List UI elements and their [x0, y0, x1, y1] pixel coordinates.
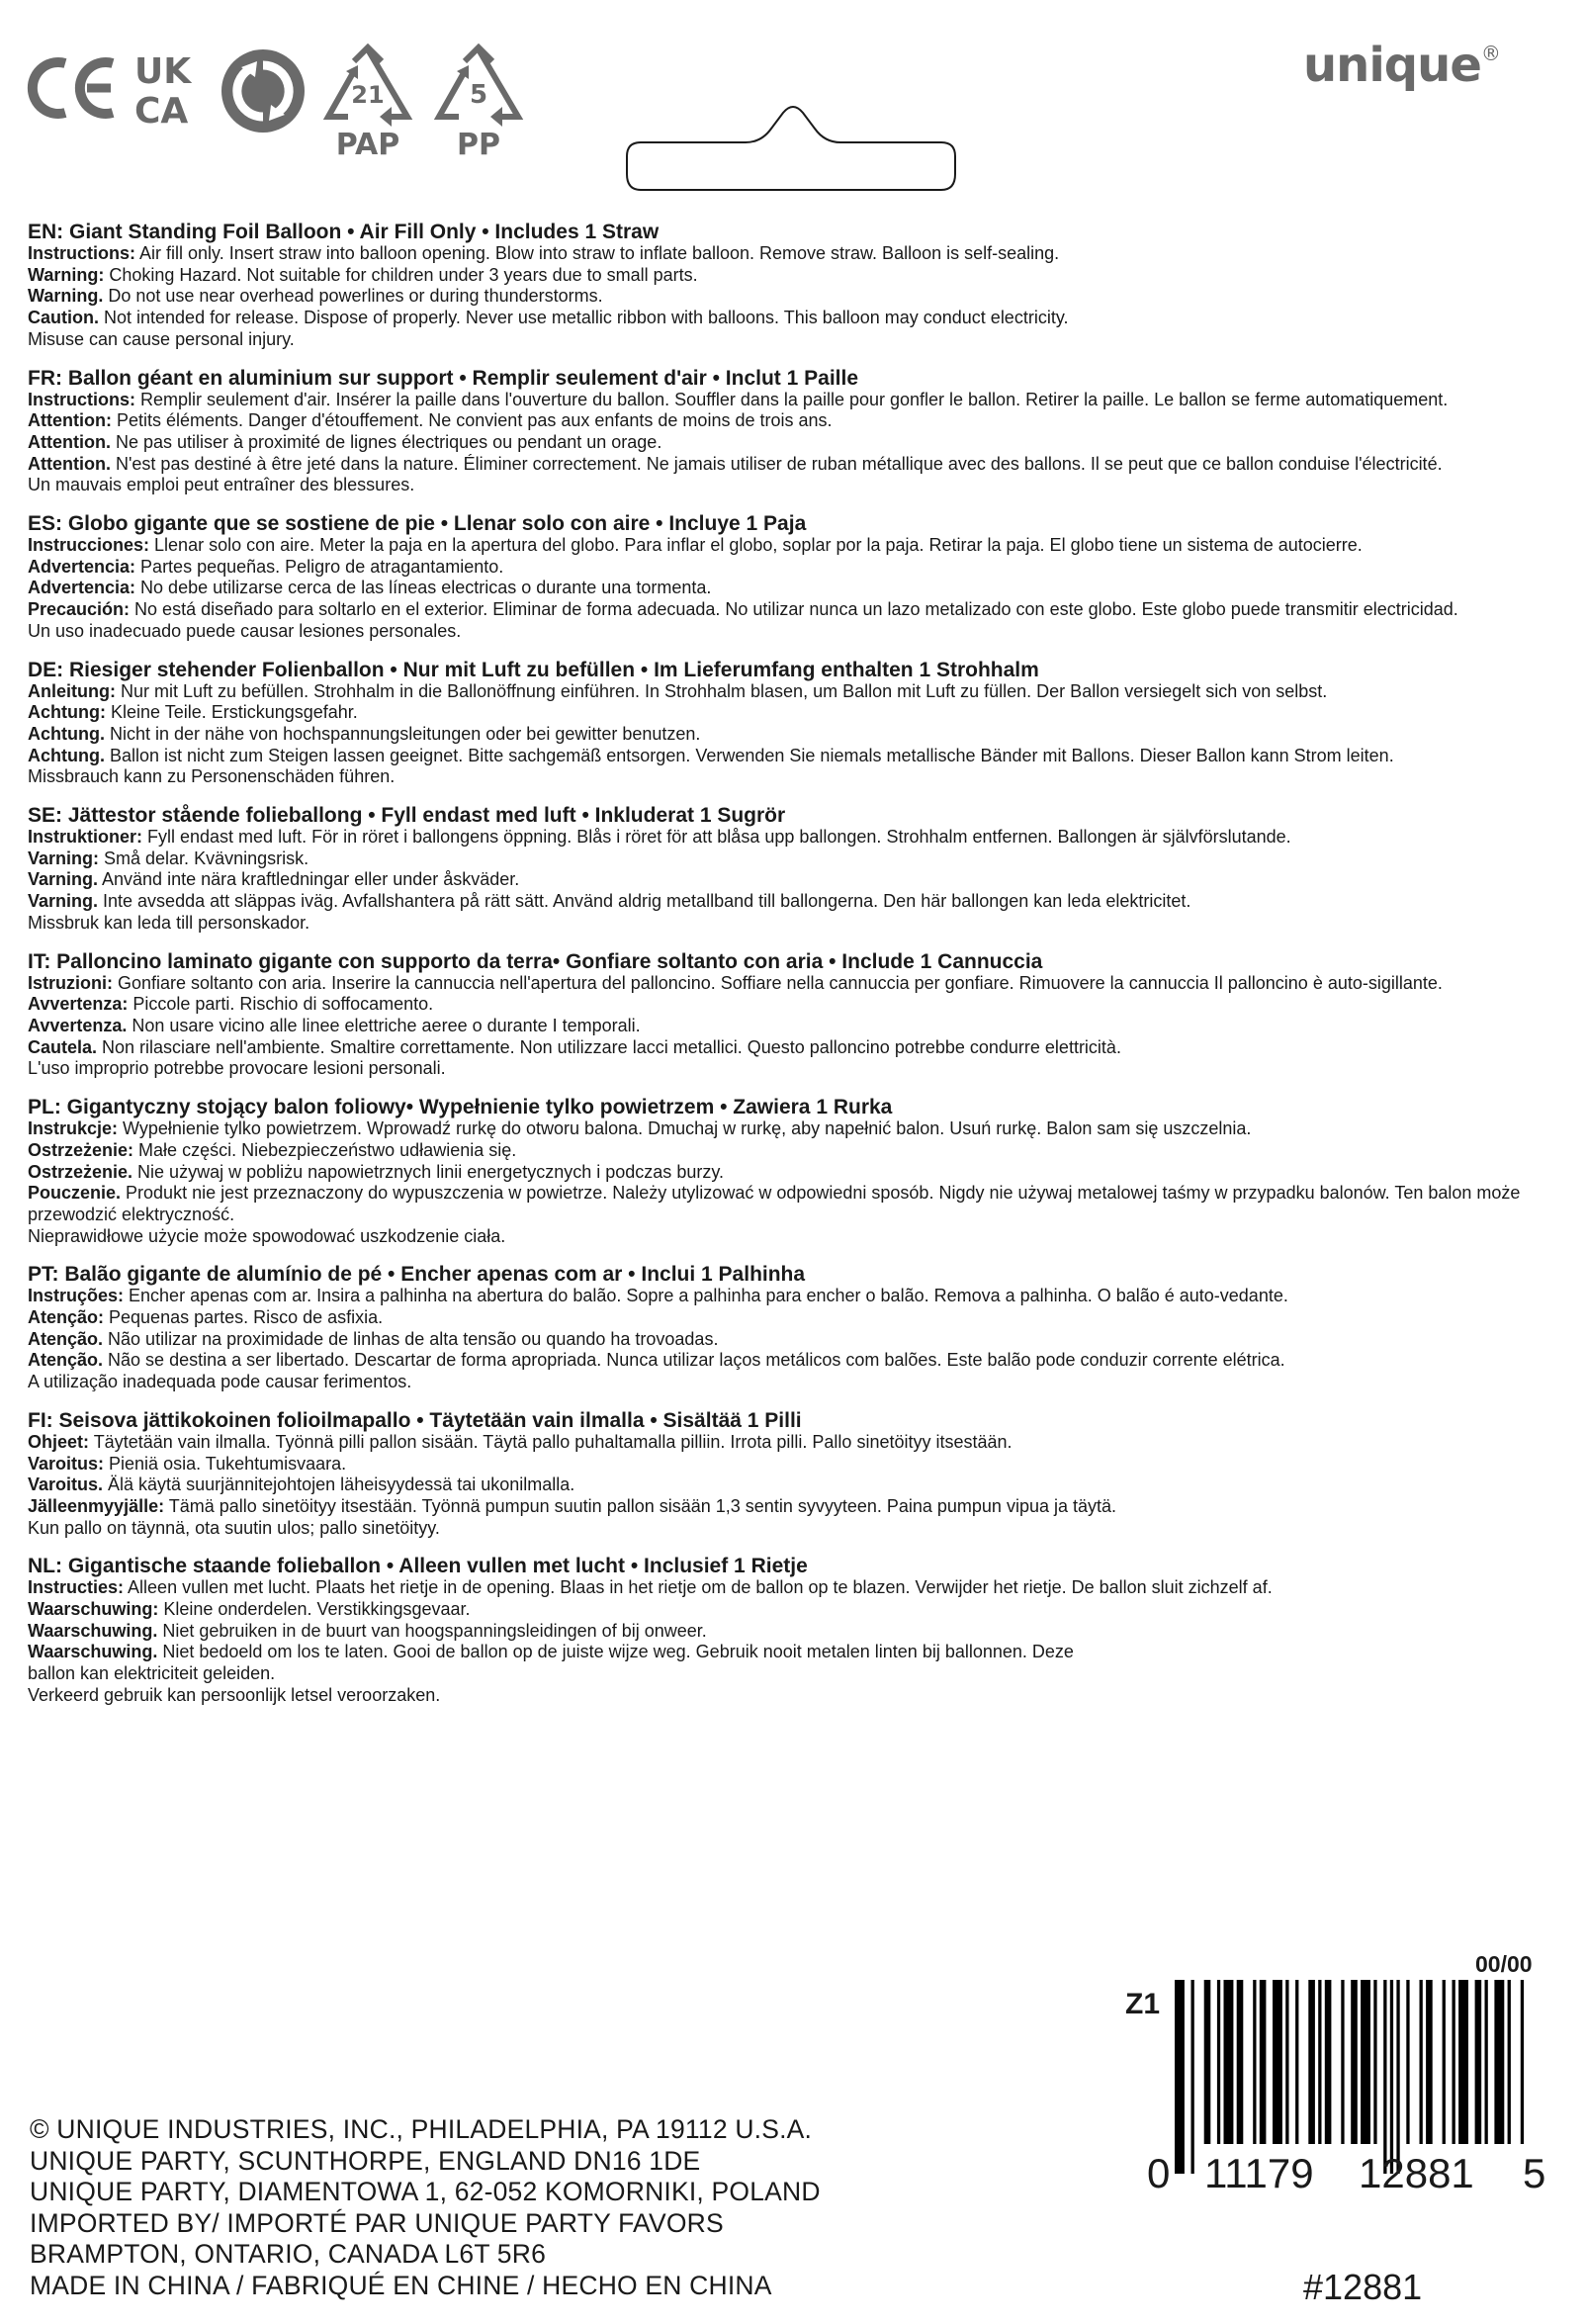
instruction-label: Instructies:	[28, 1577, 125, 1598]
instruction-label: Warning.	[28, 286, 104, 307]
instruction-text: N'est pas destiné à être jeté dans la nature. Éliminer correctement. Ne jamais utiliser de ruban métallique avec des ballons. Il se peut que ce ballon conduise l'électricité.	[110, 453, 1443, 474]
instruction-text: Fyll endast med luft. För in röret i ballongens öppning. Blås i röret för att blåsa upp ballongen. Strohhalm entfernen. Ballongen är självförslutande.	[142, 827, 1291, 848]
instruction-label: Varning:	[28, 848, 100, 868]
instruction-line	[28, 1496, 1558, 1518]
footer-line: UNIQUE PARTY, SCUNTHORPE, ENGLAND DN16 1DE	[30, 2145, 701, 2176]
instruction-label: Avvertenza:	[28, 994, 129, 1015]
instruction-line	[28, 1058, 1558, 1080]
instruction-text: No debe utilizarse cerca de las líneas electricas o durante una tormenta.	[135, 578, 712, 598]
instruction-line	[28, 535, 1558, 557]
instruction-label: Waarschuwing:	[28, 1599, 159, 1620]
section-it	[28, 951, 1558, 1081]
recycle-pp-number: 5	[469, 80, 488, 110]
instruction-line	[28, 410, 1558, 432]
instruction-label: Varning.	[28, 869, 99, 890]
section-title: FR: Ballon géant en aluminium sur support • Remplir seulement d'air • Inclut 1 Paille	[28, 366, 859, 390]
barcode-bar	[1453, 1980, 1455, 2144]
instruction-line	[28, 308, 1558, 329]
section-title: DE: Riesiger stehender Folienballon • Nur mit Luft zu befüllen • Im Lieferumfang enthalten 1 Strohhalm	[28, 658, 1039, 681]
barcode-bar	[1204, 1980, 1211, 2144]
instruction-text: Pequenas partes. Risco de asfixia.	[104, 1307, 384, 1328]
instruction-text: Nur mit Luft zu befüllen. Strohhalm in die Ballonöffnung einführen. In Strohhalm blasen, um Ballon mit Luft zu füllen. Der Ballon versiegelt sich von selbst.	[115, 680, 1328, 701]
instruction-line	[28, 1599, 1558, 1621]
barcode-digit-left-group: 11179	[1204, 2150, 1314, 2196]
section-title: FI: Seisova jättikokoinen folioilmapallo • Täytetään vain ilmalla • Sisältää 1 Pilli	[28, 1408, 802, 1432]
barcode-digit-first: 0	[1147, 2150, 1171, 2196]
instruction-line	[28, 1621, 1558, 1643]
instruction-line	[28, 869, 1558, 891]
instruction-line	[28, 1475, 1558, 1496]
instruction-label: Cautela.	[28, 1036, 98, 1057]
instruction-line	[28, 1350, 1558, 1372]
instruction-label: Attention:	[28, 410, 112, 431]
instruction-text: Niet bedoeld om los te laten. Gooi de ballon op de juiste wijze weg. Gebruik nooit metalen linten bij ballonnen. Deze ballon kan elektriciteit geleiden.	[28, 1642, 1074, 1684]
recycle-paper-code: PAP	[335, 128, 400, 160]
section-title: ES: Globo gigante que se sostiene de pie • Llenar solo con aire • Incluye 1 Paja	[28, 512, 807, 536]
instruction-text: Małe części. Niebezpieczeństwo udławienia się.	[133, 1139, 517, 1160]
instruction-label: Ostrzeżenie:	[28, 1139, 134, 1160]
instruction-line	[28, 1162, 1558, 1184]
instruction-line	[28, 286, 1558, 308]
barcode-bar	[1458, 1980, 1468, 2144]
brand-logo	[1303, 38, 1500, 93]
ukca-line1: UK	[134, 51, 192, 92]
instruction-label: Instruktioner:	[28, 827, 143, 848]
barcode-bar	[1175, 1980, 1185, 2174]
instruction-label: Atenção.	[28, 1328, 104, 1349]
instruction-line	[28, 1577, 1558, 1599]
instruction-text: Ne pas utiliser à proximité de lignes électriques ou pendant un orage.	[110, 431, 662, 452]
instruction-line	[28, 329, 1558, 351]
recycle-paper-mark	[318, 44, 417, 160]
instruction-text: Wypełnienie tylko powietrzem. Wprowadź rurkę do otworu balona. Dmuchaj w rurkę, aby napełnić balon. Usuń rurkę. Balon sam się uszczelnia.	[118, 1118, 1252, 1139]
section-es	[28, 513, 1558, 643]
instruction-line	[28, 702, 1558, 724]
section-title: SE: Jättestor stående folieballong • Fyll endast med luft • Inkluderat 1 Sugrör	[28, 804, 786, 828]
instruction-label: Istruzioni:	[28, 972, 113, 993]
instruction-text: Do not use near overhead powerlines or during thunderstorms.	[103, 286, 603, 307]
instruction-text: Gonfiare soltanto con aria. Inserire la cannuccia nell'apertura del palloncino. Soffiare nella cannuccia per gonfiare. Rimuovere la cannuccia Il palloncino è auto-sigillante.	[113, 972, 1443, 993]
barcode-bar	[1373, 1980, 1376, 2144]
footer-line: BRAMPTON, ONTARIO, CANADA L6T 5R6	[30, 2239, 547, 2269]
green-dot-mark	[220, 47, 307, 134]
instruction-line	[28, 1183, 1558, 1225]
instruction-text: Choking Hazard. Not suitable for children under 3 years due to small parts.	[104, 264, 698, 285]
instruction-label: Pouczenie.	[28, 1183, 122, 1204]
instruction-line	[28, 557, 1558, 579]
instruction-line	[28, 1372, 1558, 1393]
instruction-line	[28, 1140, 1558, 1162]
instruction-label: Instruções:	[28, 1286, 125, 1306]
instruction-label: Varning.	[28, 891, 99, 912]
instruction-label: Waarschuwing.	[28, 1642, 158, 1662]
instruction-text: Partes pequeñas. Peligro de atragantamiento.	[135, 556, 504, 577]
instruction-line	[28, 681, 1558, 703]
instruction-line	[28, 1454, 1558, 1475]
section-title: IT: Palloncino laminato gigante con supporto da terra• Gonfiare soltanto con aria • Include 1 Cannuccia	[28, 949, 1043, 973]
instruction-line	[28, 1518, 1558, 1540]
instruction-line	[28, 1307, 1558, 1329]
instruction-text: Täytetään vain ilmalla. Työnnä pilli pallon sisään. Täytä pallo puhaltamalla pilliin. Irrota pilli. Pallo sinetöityy itsestään.	[89, 1431, 1013, 1452]
barcode-date-code: 00/00	[1475, 1951, 1533, 1977]
barcode-bar	[1217, 1980, 1220, 2144]
barcode-bar	[1260, 1980, 1267, 2144]
instruction-text: Llenar solo con aire. Meter la paja en la apertura del globo. Para inflar el globo, soplar por la paja. Retirar la paja. El globo tiene un sistema de autocierre.	[149, 535, 1363, 556]
ukca-line2: CA	[134, 91, 189, 127]
instruction-line	[28, 1685, 1558, 1707]
instruction-text: Produkt nie jest przeznaczony do wypuszczenia w powietrze. Należy utylizować w odpowiedni sposób. Nigdy nie używaj metalowej taśmy w przypadku balonów. Ten balon może przewodzić elektryczność.	[28, 1183, 1521, 1224]
instruction-text: Alleen vullen met lucht. Plaats het rietje in de opening. Blaas in het rietje om de ballon op te blazen. Verwijder het rietje. De ballon sluit zichzelf af.	[124, 1577, 1273, 1598]
instruction-text: Piccole parti. Rischio di soffocamento.	[128, 994, 434, 1015]
instruction-line	[28, 243, 1558, 265]
barcode-bar	[1361, 1980, 1370, 2144]
company-footer	[30, 2114, 821, 2301]
instruction-label: Varoitus.	[28, 1475, 104, 1495]
footer-line: MADE IN CHINA / FABRIQUÉ EN CHINE / HECHO EN CHINA	[30, 2270, 772, 2300]
instruction-label: Caution.	[28, 308, 99, 328]
instruction-line	[28, 621, 1558, 643]
instruction-label: Varoitus:	[28, 1453, 105, 1474]
instruction-text: Älä käytä suurjännitejohtojen läheisyydessä tai ukonilmalla.	[103, 1475, 575, 1495]
footer-line: UNIQUE PARTY, DIAMENTOWA 1, 62-052 KOMORNIKI, POLAND	[30, 2177, 821, 2206]
barcode-bar	[1273, 1980, 1282, 2144]
instruction-label: Atenção:	[28, 1307, 105, 1328]
instruction-text: Pieniä osia. Tukehtumisvaara.	[104, 1453, 347, 1474]
instruction-text: L'uso improprio potrebbe provocare lesioni personali.	[28, 1058, 446, 1079]
instruction-text: Não utilizar na proximidade de linhas de alta tensão ou quando ha trovoadas.	[103, 1328, 719, 1349]
instruction-line	[28, 265, 1558, 287]
barcode-bar	[1383, 1980, 1386, 2174]
instruction-label: Avvertenza.	[28, 1015, 128, 1035]
instruction-text: No está diseñado para soltarlo en el exterior. Eliminar de forma adecuada. No utilizar nunca un lazo metalizado con este globo. Este globo puede transmitir electricidad.	[130, 599, 1458, 620]
barcode-bar	[1253, 1980, 1256, 2144]
instruction-text: Inte avsedda att släppas iväg. Avfallshantera på rätt sätt. Använd aldrig metallband till ballongerna. Den här ballongen kan leda elektricitet.	[98, 891, 1191, 912]
barcode-bar	[1224, 1980, 1234, 2144]
instruction-text: Niet gebruiken in de buurt van hoogspanningsleidingen of bij onweer.	[157, 1620, 707, 1641]
instruction-label: Anleitung:	[28, 680, 116, 701]
section-de	[28, 660, 1558, 789]
barcode-bar	[1285, 1980, 1288, 2144]
instruction-line	[28, 454, 1558, 476]
instruction-label: Warning:	[28, 264, 105, 285]
section-en	[28, 222, 1558, 351]
instruction-label: Precaución:	[28, 599, 131, 620]
section-nl	[28, 1556, 1558, 1706]
barcode-bar	[1406, 1980, 1409, 2144]
instruction-line	[28, 994, 1558, 1016]
instruction-text: Not intended for release. Dispose of properly. Never use metallic ribbon with balloons. This balloon may conduct electricity.	[99, 308, 1069, 328]
instruction-text: Non rilasciare nell'ambiente. Smaltire correttamente. Non utilizzare lacci metallici. Questo palloncino potrebbe condurre elettricità.	[97, 1036, 1121, 1057]
section-title: NL: Gigantische staande folieballon • Alleen vullen met lucht • Inclusief 1 Rietje	[28, 1555, 808, 1578]
instruction-line	[28, 1329, 1558, 1351]
instruction-label: Instructions:	[28, 389, 136, 409]
instruction-text: Tämä pallo sinetöityy itsestään. Työnnä pumpun suutin pallon sisään 1,3 sentin syvyyteen. Paina pumpun vipua ja täytä.	[164, 1495, 1117, 1516]
barcode-bar	[1494, 1980, 1504, 2144]
instruction-line	[28, 827, 1558, 849]
barcode-bar	[1308, 1980, 1315, 2144]
instruction-label: Instrucciones:	[28, 535, 150, 556]
instruction-text: Små delar. Kvävningsrisk.	[99, 848, 309, 868]
barcode-bar	[1426, 1980, 1433, 2144]
instruction-text: Remplir seulement d'air. Insérer la paille dans l'ouverture du ballon. Souffler dans la paille pour gonfler le ballon. Retirer la paille. Le ballon se ferme automatiquement.	[135, 389, 1449, 409]
recycle-paper-number: 21	[351, 81, 385, 109]
instruction-line	[28, 1286, 1558, 1307]
barcode-bar	[1485, 1980, 1488, 2144]
section-pt	[28, 1264, 1558, 1393]
instruction-line	[28, 1432, 1558, 1454]
barcode-digit-right-group: 12881	[1359, 2150, 1474, 2196]
registered-mark: ®	[1480, 42, 1500, 65]
barcode-bar	[1396, 1980, 1399, 2174]
instruction-label: Jälleenmyyjälle:	[28, 1495, 165, 1516]
instruction-line	[28, 891, 1558, 913]
barcode-bar	[1318, 1980, 1321, 2144]
barcode	[1171, 1980, 1541, 2178]
instruction-line	[28, 578, 1558, 599]
instruction-label: Advertencia:	[28, 578, 136, 598]
instruction-label: Attention.	[28, 453, 111, 474]
barcode-bar	[1508, 1980, 1511, 2144]
footer-line: © UNIQUE INDUSTRIES, INC., PHILADELPHIA, PA 19112 U.S.A.	[30, 2114, 813, 2144]
brand-logo-text: unique	[1303, 38, 1481, 93]
instruction-line	[28, 1226, 1558, 1248]
instruction-text: Kleine onderdelen. Verstikkingsgevaar.	[158, 1599, 471, 1620]
instruction-text: Nicht in der nähe von hochspannungsleitungen oder bei gewitter benutzen.	[105, 723, 701, 744]
hang-hole-outline	[615, 95, 973, 200]
instruction-text: Kun pallo on täynnä, ota suutin ulos; pallo sinetöityy.	[28, 1517, 440, 1538]
instruction-line	[28, 1118, 1558, 1140]
barcode-digits	[1147, 2150, 1546, 2196]
barcode-bar	[1341, 1980, 1344, 2144]
ce-mark	[26, 55, 123, 121]
instruction-label: Waarschuwing.	[28, 1620, 158, 1641]
instruction-label: Achtung:	[28, 702, 106, 723]
instruction-text: Ballon ist nicht zum Steigen lassen geeignet. Bitte sachgemäß entsorgen. Verwenden Sie niemals metallische Bänder mit Ballons. Dieser Ballon kann Strom leiten.	[105, 745, 1394, 765]
section-se	[28, 805, 1558, 935]
instruction-text: Non usare vicino alle linee elettriche aeree o durante I temporali.	[127, 1015, 641, 1035]
instruction-text: Missbrauch kann zu Personenschäden führen.	[28, 766, 396, 787]
recycle-pp-mark	[429, 44, 528, 160]
instruction-label: Ostrzeżenie.	[28, 1161, 133, 1182]
section-title: PT: Balão gigante de alumínio de pé • Encher apenas com ar • Inclui 1 Palhinha	[28, 1263, 806, 1287]
recycle-pp-code: PP	[457, 128, 500, 160]
barcode-bar	[1295, 1980, 1298, 2144]
instruction-line	[28, 599, 1558, 621]
section-pl	[28, 1097, 1558, 1247]
instruction-line	[28, 475, 1558, 496]
instruction-text: Missbruk kan leda till personskador.	[28, 912, 310, 933]
section-fr	[28, 368, 1558, 497]
instruction-text: Encher apenas com ar. Insira a palhinha na abertura do balão. Sopre a palhinha para encher o balão. Remova a palhinha. O balão é auto-vedante.	[124, 1286, 1288, 1306]
instruction-line	[28, 432, 1558, 454]
instruction-label: Achtung.	[28, 723, 105, 744]
footer-line: IMPORTED BY/ IMPORTÉ PAR UNIQUE PARTY FAVORS	[30, 2207, 724, 2238]
instruction-text: Verkeerd gebruik kan persoonlijk letsel veroorzaken.	[28, 1684, 441, 1705]
barcode-digit-check: 5	[1523, 2150, 1546, 2196]
instruction-text: Un mauvais emploi peut entraîner des blessures.	[28, 475, 415, 495]
barcode-bar	[1390, 1980, 1393, 2174]
ukca-mark	[134, 49, 210, 127]
barcode-bar	[1325, 1980, 1332, 2144]
instruction-text: Nieprawidłowe użycie może spowodować uszkodzenie ciała.	[28, 1225, 506, 1246]
barcode-bar	[1521, 1980, 1524, 2144]
instruction-text: A utilização inadequada pode causar ferimentos.	[28, 1372, 412, 1392]
barcode-bar	[1420, 1980, 1423, 2144]
item-number: #12881	[1303, 2267, 1423, 2307]
instruction-line	[28, 1037, 1558, 1059]
instruction-line	[28, 973, 1558, 995]
instruction-text: Air fill only. Insert straw into balloon opening. Blow into straw to inflate balloon. Remove straw. Balloon is self-sealing.	[135, 243, 1060, 263]
barcode-bar	[1475, 1980, 1482, 2144]
instruction-line	[28, 766, 1558, 788]
barcode-zone-label: Z1	[1125, 1988, 1161, 2020]
instruction-line	[28, 849, 1558, 870]
instruction-line	[28, 913, 1558, 935]
instruction-line	[28, 724, 1558, 746]
section-fi	[28, 1410, 1558, 1540]
instruction-label: Atenção.	[28, 1350, 104, 1371]
section-title: PL: Gigantyczny stojący balon foliowy• Wypełnienie tylko powietrzem • Zawiera 1 Rurka	[28, 1096, 893, 1119]
barcode-bar	[1191, 1980, 1194, 2174]
instruction-line	[28, 746, 1558, 767]
instruction-text: Misuse can cause personal injury.	[28, 328, 295, 349]
barcode-bar	[1351, 1980, 1358, 2144]
barcode-bar	[1237, 1980, 1244, 2144]
instruction-text: Använd inte nära kraftledningar eller under åskväder.	[98, 869, 520, 890]
instruction-line	[28, 390, 1558, 411]
instruction-text: Nie używaj w pobliżu napowietrznych linii energetycznych i podczas burzy.	[132, 1161, 724, 1182]
instruction-label: Achtung.	[28, 745, 105, 765]
instruction-label: Instrukcje:	[28, 1118, 119, 1139]
instructions-content	[28, 222, 1558, 1724]
instruction-text: Un uso inadecuado puede causar lesiones personales.	[28, 620, 462, 641]
instruction-text: Petits éléments. Danger d'étouffement. Ne convient pas aux enfants de moins de trois ans.	[111, 410, 833, 431]
instruction-line	[28, 1642, 1086, 1684]
instruction-label: Attention.	[28, 431, 111, 452]
instruction-text: Não se destina a ser libertado. Descartar de forma apropriada. Nunca utilizar laços metálicos com balões. Este balão pode conduzir corrente elétrica.	[103, 1350, 1285, 1371]
instruction-label: Ohjeet:	[28, 1431, 90, 1452]
instruction-text: Kleine Teile. Erstickungsgefahr.	[105, 702, 358, 723]
section-title: EN: Giant Standing Foil Balloon • Air Fill Only • Includes 1 Straw	[28, 221, 660, 243]
barcode-bar	[1443, 1980, 1446, 2144]
instruction-label: Advertencia:	[28, 556, 136, 577]
instruction-line	[28, 1016, 1558, 1037]
instruction-label: Instructions:	[28, 243, 136, 263]
